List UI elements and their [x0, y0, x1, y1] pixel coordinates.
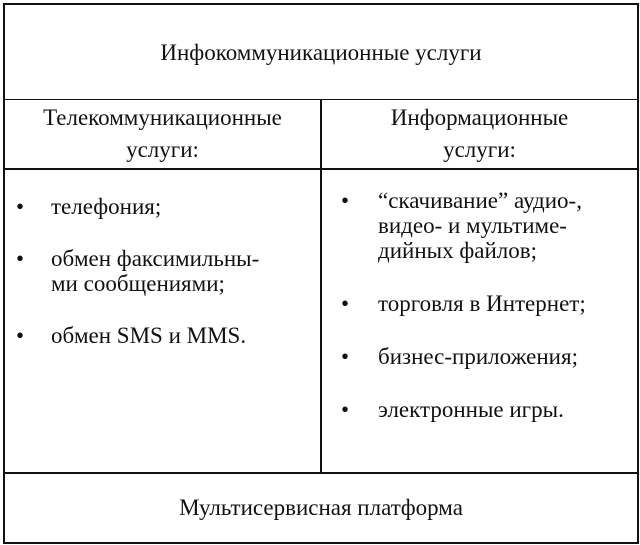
list-item: [322, 291, 634, 316]
list-item: [322, 188, 634, 263]
list-item-line: дийных файлов;: [378, 238, 537, 263]
telecom-services-header: [5, 100, 320, 168]
multiservice-platform-title: Мультисервисная платформа: [179, 495, 463, 520]
infocommunication-services-title: Инфокоммуникационные услуги: [160, 39, 482, 65]
telecom-services-list: [5, 194, 317, 375]
information-services-list: [322, 188, 634, 450]
list-item-line: обмен SMS и MMS.: [51, 323, 247, 348]
bullet-icon: •: [15, 323, 25, 348]
list-item: [322, 397, 634, 422]
bullet-icon: •: [15, 246, 25, 271]
list-item-line: электронные игры.: [378, 397, 564, 422]
bullet-icon: •: [340, 344, 350, 369]
telecom-header-line2: услуги:: [126, 137, 199, 162]
list-item-line: торговля в Интернет;: [378, 291, 586, 316]
list-item: [5, 323, 317, 348]
list-item: [322, 344, 634, 369]
list-item-line: “скачивание” аудио-,: [378, 188, 582, 213]
list-item-line: телефония;: [51, 194, 162, 219]
bullet-icon: •: [15, 194, 25, 219]
list-item-line: обмен факсимильны-: [51, 246, 260, 271]
information-services-header: [322, 100, 637, 168]
bullet-icon: •: [340, 291, 350, 316]
information-header-line2: услуги:: [443, 137, 516, 162]
bullet-icon: •: [340, 397, 350, 422]
bullet-icon: •: [340, 188, 350, 213]
list-item-line: видео- и мультиме-: [378, 213, 567, 238]
list-item: [5, 246, 317, 296]
telecom-header-line1: Телекоммуникационные: [43, 105, 282, 130]
information-header-line1: Информационные: [390, 105, 569, 130]
list-item-line: бизнес-приложения;: [378, 344, 578, 369]
diagram-frame: [3, 3, 639, 544]
list-item: [5, 194, 317, 219]
list-item-line: ми сообщениями;: [51, 271, 225, 296]
